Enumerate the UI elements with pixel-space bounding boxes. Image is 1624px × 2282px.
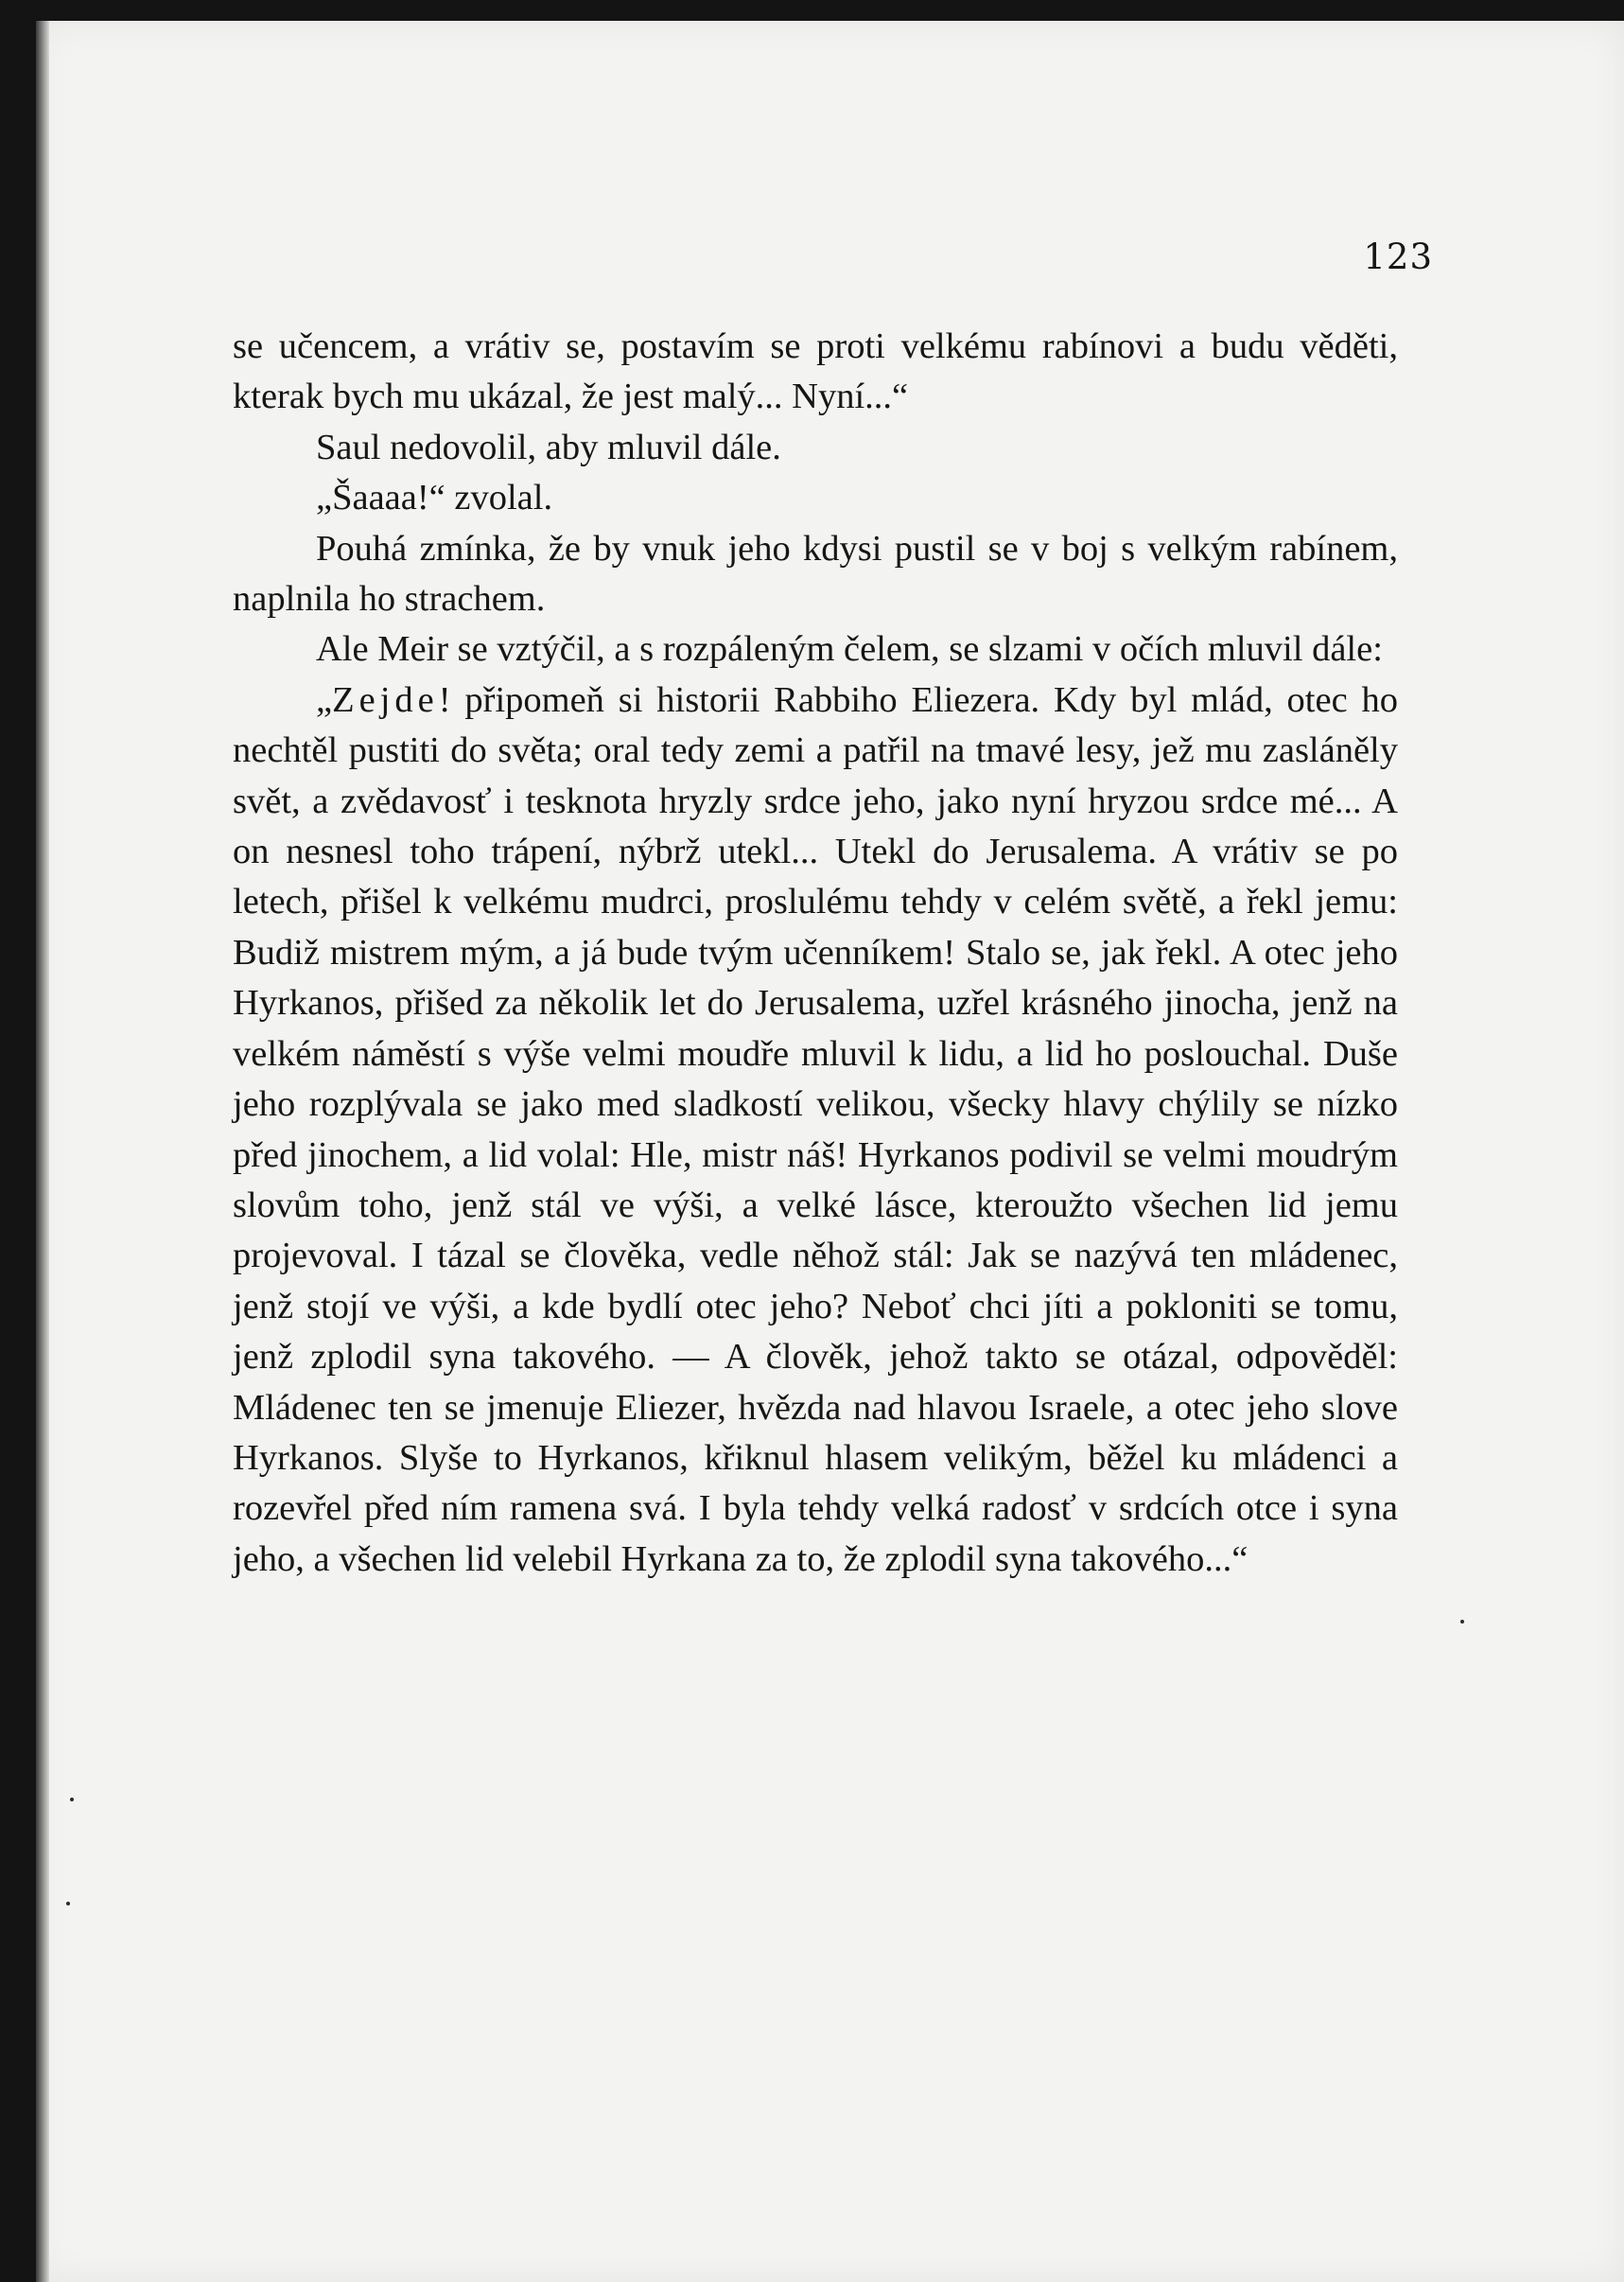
paragraph-6-text: ! připomeň si historii Rabbiho Eliezera. Kdy byl mlád, otec ho nechtěl pustiti do světa; oral tedy zemi a patřil na tmavé lesy, jež mu zasláněly svět, a zvědavosť i tesknota hryzly srdce jeho, jako nyní hryzou srdce mé... A on nesnesl toho trápení, nýbrž utekl... Utekl do Jerusalema. A vrátiv se po letech, přišel k velkému mudrci, proslulému tehdy v celém světě, a řekl jemu: Budiž mistrem mým, a já bude tvým učenníkem! Stalo se, jak řekl. A otec jeho Hyrkanos, přišed za několik let do Jerusalema, uzřel krásného jinocha, jenž na velkém náměstí s výše velmi moudře mluvil k lidu, a lid ho poslouchal. Duše jeho rozplývala se jako med sladkostí velikou, všecky hlavy chýlily se nízko před jinochem, a lid volal: Hle, mistr náš! Hyrkanos podivil se velmi moudrým slovům toho, jenž stál ve výši, a velké lásce, kteroužto všechen lid jemu projevoval. I tázal se člověka, vedle něhož stál: Jak se nazývá ten mládenec, jenž stojí ve výši, a kde bydlí otec jeho? Neboť chci jíti a pokloniti se tomu, jenž zplodil syna takového. — A člověk, jehož takto se otázal, odpověděl: Mládenec ten se jmenuje Eliezer, hvězda nad hlavou Israele, a otec jeho slove Hyrkanos. Slyše to Hyrkanos, křiknul hlasem velikým, běžel ku mládenci a rozevřel před ním ramena svá. I byla tehdy velká radosť v srdcích otce i syna jeho, a všechen lid velebil Hyrkana za to, že zplodil syna takového...“ [233,679,1398,1579]
print-speck [66,1902,70,1905]
paragraph-3: „Šaaaa!“ zvolal. [316,478,553,518]
print-speck [70,1798,74,1801]
page-spine-shadow [36,21,49,2282]
page-number: 123 [1363,237,1433,277]
paragraph-4: Pouhá zmínka, že by vnuk jeho kdysi pustil se v boj s velkým rabínem, naplnila ho strachem. [233,528,1398,620]
paragraph-1: se učencem, a vrátiv se, postavím se proti velkému rabínovi a budu věděti, kterak bych mu ukázal, že jest malý... Nyní...“ [233,326,1398,417]
body-text [233,322,1398,1585]
print-speck [1460,1620,1464,1624]
opening-quote: „ [316,679,333,720]
paragraph-2: Saul nedovolil, aby mluvil dále. [316,427,781,467]
spaced-word: Zejde [332,679,439,720]
paragraph-6 [233,676,1398,1585]
paragraph-5: Ale Meir se vztýčil, a s rozpáleným čelem, se slzami v očích mluvil dále: [316,629,1383,670]
